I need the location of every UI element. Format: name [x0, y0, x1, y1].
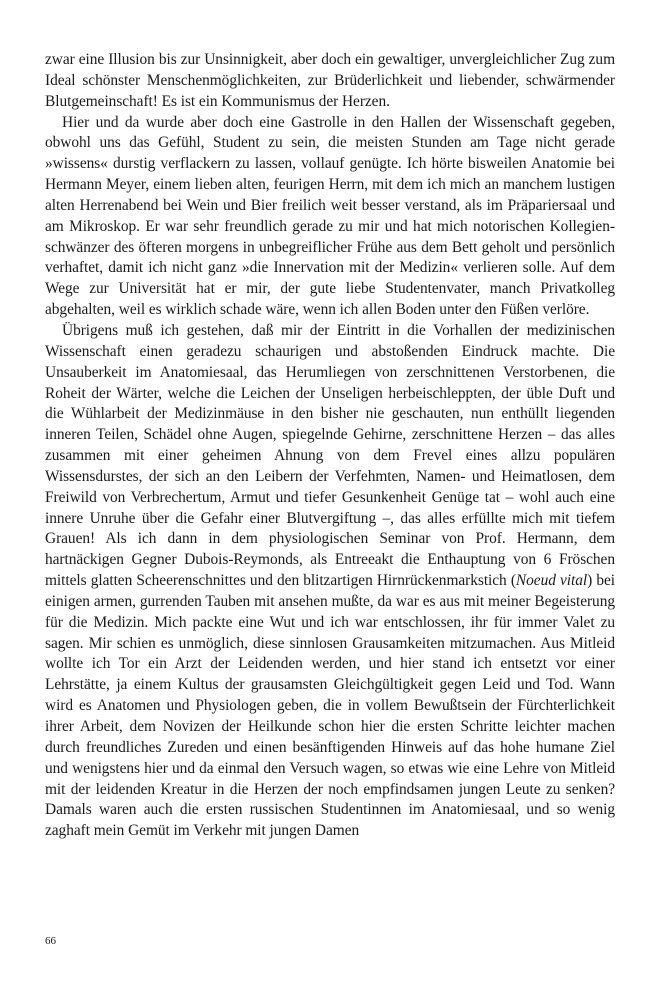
italic-term: Noeud vital [515, 572, 588, 590]
paragraph [45, 50, 615, 113]
text-segment: Hier und da wurde aber doch eine Gastrolle in den Hallen der Wissenschaft gegeben, obwohl uns das Gefühl, Student zu sein, die meisten Stunden am Tage nicht gerade »wissens« durstig verflackern zu lassen, vollauf genügte. Ich hörte bisweilen Anatomie bei Hermann Meyer, einem lieben alten, feurigen Herrn, mit dem ich mich an manchem lustigen alten Herrenabend bei Wein und Bier freilich weit besser verstand, als im Präpariersaal und am Mikroskop. Er war sehr freundlich gerade zu mir und hat mich notorischen Kollegienschwänzer des öfteren morgens in unbegreiflicher Frühe aus dem Bett geholt und persönlich verhaftet, damit ich nicht ganz »die Innervation mit der Medizin« verlieren solle. Auf dem Wege zur Universität hat er mir, der gute liebe Studentenvater, manch Privatkolleg abgehalten, weil es wirklich schade wäre, wenn ich allen Boden unter den Füßen verlöre. [45, 113, 615, 319]
text-segment: Übrigens muß ich gestehen, daß mir der Eintritt in die Vorhallen der medizinischen Wissenschaft einen geradezu schaurigen und abstoßenden Eindruck machte. Die Unsauberkeit im Anatomiesaal, das Herumliegen von zerschnittenen Verstorbenen, die Roheit der Wärter, welche die Leichen der Unseligen herbeischleppten, der üble Duft und die Wühlarbeit der Medizinmäuse in den bisher nie geschauten, nun enthüllt liegenden inneren Teilen, Schädel ohne Augen, spiegelnde Gehirne, zerschnittene Herzen – das alles zusammen mit einer geheimen Ahnung von dem Frevel eines allzu populären Wissensdurstes, der sich an den Leibern der Verfehmten, Namen- und Heimatlosen, dem Freiwild von Verbrechertum, Armut und tiefer Gesunkenheit Genüge tat – wohl auch eine innere Unruhe über die Gefahr einer Blutvergiftung –, das alles erfüllte mich mit tiefem Grauen! Als ich dann in dem physiologischen Seminar von Prof. Hermann, dem hartnäckigen Gegner Dubois-Reymonds, als Entreeakt die Enthauptung von 6 Fröschen mittels glatten Scheerenschnittes und den blitzartigen Hirnrückenmarkstich ( [45, 321, 615, 590]
body-text [45, 50, 615, 842]
paragraph [45, 321, 615, 842]
paragraph [45, 113, 615, 321]
text-segment: ) bei einigen armen, gurrenden Tauben mit ansehen mußte, da war es aus mit meiner Begeisterung für die Medizin. Mich packte eine Wut und ich war entschlossen, ihr für immer Valet zu sagen. Mir schien es unmöglich, diese sinnlosen Grausamkeiten mitzumachen. Aus Mitleid wollte ich Tor ein Arzt der Leidenden werden, und hier stand ich entsetzt vor einer Lehrstätte, ja einem Kultus der grausamsten Gleichgültigkeit gegen Leid und Tod. Wann wird es Anatomen und Physiologen geben, die in vollem Bewußtsein der Fürchterlichkeit ihrer Arbeit, dem Novizen der Heilkunde schon hier die ersten Schritte leichter machen durch freundliches Zureden und einen besänftigenden Hinweis auf das hohe humane Ziel und wenigstens hier und da einmal den Versuch wagen, so etwas wie eine Lehre von Mitleid mit der leidenden Kreatur in die Herzen der noch empfindsamen jungen Leute zu senken? Damals waren auch die ersten russischen Studentinnen im Anatomiesaal, und so wenig zaghaft mein Gemüt im Verkehr mit jungen Damen [45, 572, 615, 840]
text-segment: zwar eine Illusion bis zur Unsinnigkeit, aber doch ein gewaltiger, unvergleichlicher Zug zum Ideal schönster Menschenmöglichkeiten, zur Brüderlichkeit und liebender, schwärmender Blutgemeinschaft! Es ist ein Kommunismus der Herzen. [45, 51, 615, 110]
page-number: 66 [45, 935, 56, 947]
